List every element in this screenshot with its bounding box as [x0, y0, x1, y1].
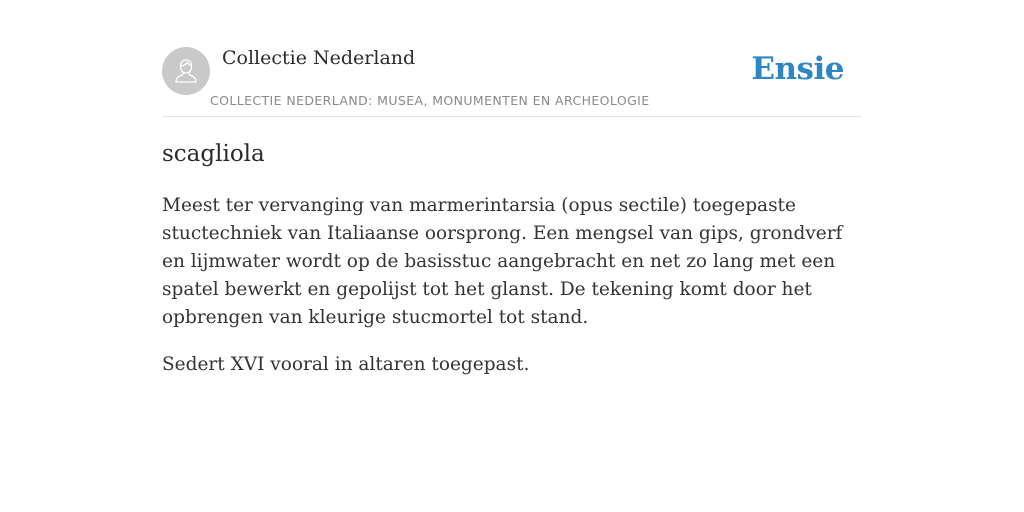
- entry-header: [162, 0, 862, 117]
- source-subtitle[interactable]: COLLECTIE NEDERLAND: MUSEA, MONUMENTEN EN ARCHEOLOGIE: [210, 93, 650, 108]
- brand-logo[interactable]: Ensie: [751, 51, 844, 87]
- entry-term: scagliola: [162, 141, 265, 167]
- author-name[interactable]: Collectie Nederland: [222, 47, 416, 69]
- entry-card: [162, 0, 862, 375]
- avatar[interactable]: [162, 47, 210, 95]
- entry-definition: [162, 192, 862, 398]
- definition-paragraph: Meest ter vervanging van marmerintarsia (opus sectile) toegepaste stuctechniek van Italiaanse oorsprong. Een mengsel van gips, grondverf en lijmwater wordt op de basisstuc aangebracht en net zo lang met een spatel bewerkt en gepolijst tot het glanst. De tekening komt door het opbrengen van kleurige stucmortel tot stand.: [162, 195, 843, 328]
- definition-paragraph: Sedert XVI vooral in altaren toegepast.: [162, 354, 530, 375]
- user-silhouette-icon: [171, 56, 201, 86]
